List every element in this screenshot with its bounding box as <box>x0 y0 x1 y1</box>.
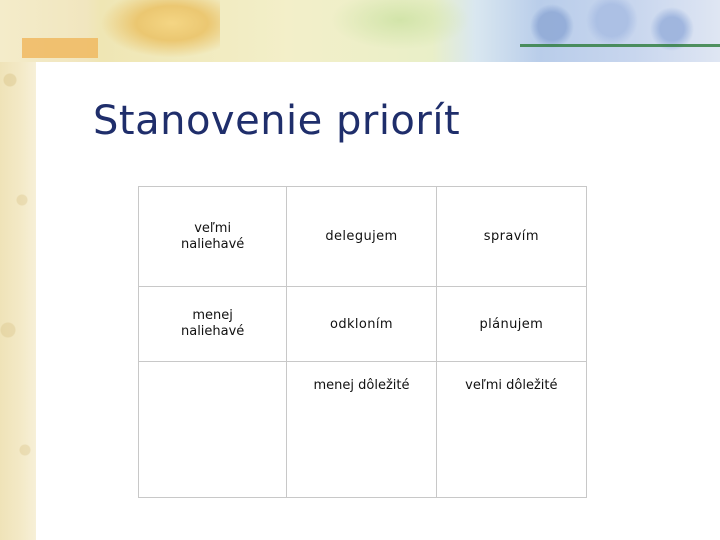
matrix-row <box>139 362 587 498</box>
row-label-urgent <box>139 187 287 287</box>
row-label-line: naliehavé <box>180 236 245 252</box>
column-label-less-important: menej dôležité <box>287 362 436 498</box>
accent-bar <box>22 38 98 58</box>
priority-matrix <box>138 186 587 498</box>
cell-do: spravím <box>436 187 586 287</box>
slide-title: Stanovenie priorít <box>93 98 461 144</box>
cell-plan: plánujem <box>436 287 586 362</box>
banner-accent-line <box>520 44 720 47</box>
column-label-very-important: veľmi dôležité <box>436 362 586 498</box>
empty-corner-cell <box>139 362 287 498</box>
row-label-line: veľmi <box>194 220 232 236</box>
leaf-decoration <box>330 0 470 50</box>
row-label-line: naliehavé <box>180 324 245 339</box>
leaf-decoration <box>100 0 220 58</box>
row-label-less-urgent <box>139 287 287 362</box>
row-label-line: menej <box>192 308 233 323</box>
flower-decoration <box>480 0 720 58</box>
decorative-top-banner <box>0 0 720 62</box>
matrix-row <box>139 187 587 287</box>
decorative-side-strip <box>0 0 36 540</box>
cell-delegate: delegujem <box>287 187 436 287</box>
cell-deflect: odkloním <box>287 287 436 362</box>
matrix-row <box>139 287 587 362</box>
